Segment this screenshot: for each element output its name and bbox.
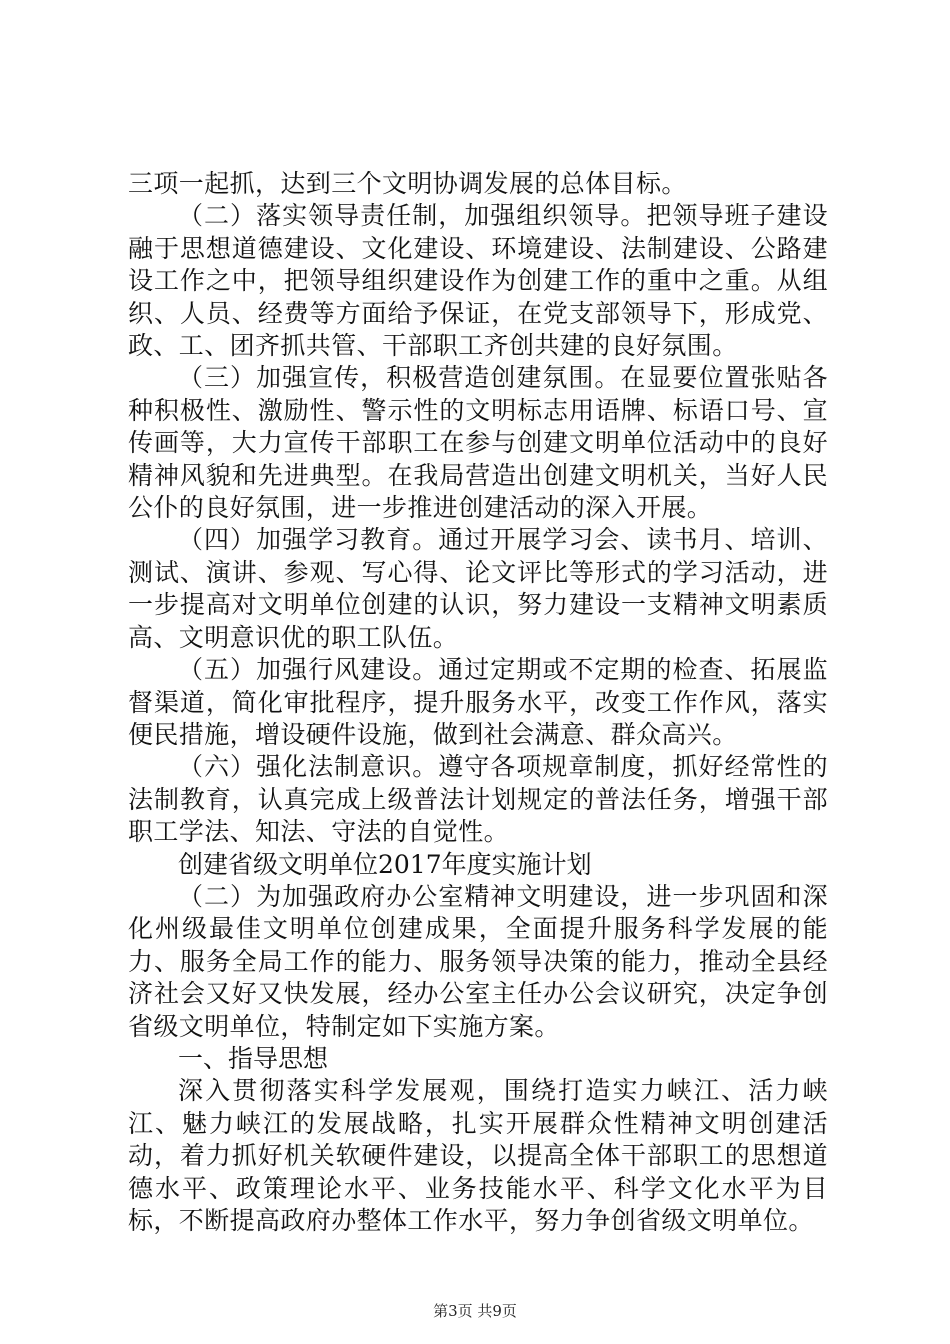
paragraph-4: （四）加强学习教育。通过开展学习会、读书月、培训、测试、演讲、参观、写心得、论文评比等形式的学习活动，进一步提高对文明单位创建的认识，努力建设一支精神文明素质高、文明意识优的职工队伍。 [128, 525, 828, 652]
paragraph-2: （二）落实领导责任制，加强组织领导。把领导班子建设融于思想道德建设、文化建设、环境建设、法制建设、公路建设工作之中，把领导组织建设作为创建工作的重中之重。从组织、人员、经费等方面给予保证，在党支部领导下，形成党、政、工、团齐抓共管、干部职工齐创共建的良好氛围。 [128, 201, 828, 361]
document-body [128, 168, 828, 1237]
paragraph-8: 深入贯彻落实科学发展观，围绕打造实力峡江、活力峡江、魅力峡江的发展战略，扎实开展群众性精神文明创建活动，着力抓好机关软硬件建设，以提高全体干部职工的思想道德水平、政策理论水平、业务技能水平、科学文化水平为目标，不断提高政府办整体工作水平，努力争创省级文明单位。 [128, 1076, 828, 1235]
section-heading-guiding-thought: 一、指导思想 [178, 1043, 329, 1073]
paragraph-6: （六）强化法制意识。遵守各项规章制度，抓好经常性的法制教育，认真完成上级普法计划规定的普法任务，增强干部职工学法、知法、守法的自觉性。 [128, 752, 828, 847]
paragraph-7: （二）为加强政府办公室精神文明建设，进一步巩固和深化州级最佳文明单位创建成果，全面提升服务科学发展的能力、服务全局工作的能力、服务领导决策的能力，推动全县经济社会又好又快发展，经办公室主任办公会议研究，决定争创省级文明单位，特制定如下实施方案。 [128, 881, 828, 1041]
paragraph-5: （五）加强行风建设。通过定期或不定期的检查、拓展监督渠道，简化审批程序，提升服务水平，改变工作作风，落实便民措施，增设硬件设施，做到社会满意、群众高兴。 [128, 655, 828, 749]
paragraph-3: （三）加强宣传，积极营造创建氛围。在显要位置张贴各种积极性、激励性、警示性的文明标志用语牌、标语口号、宣传画等，大力宣传干部职工在参与创建文明单位活动中的良好精神风貌和先进典型。在我局营造出创建文明机关，当好人民公仆的良好氛围，进一步推进创建活动的深入开展。 [128, 363, 828, 523]
paragraph-1: 三项一起抓，达到三个文明协调发展的总体目标。 [128, 169, 687, 198]
section-heading-plan: 创建省级文明单位2017年度实施计划 [178, 849, 592, 879]
page-number-footer: 第3页 共9页 [433, 1302, 517, 1320]
